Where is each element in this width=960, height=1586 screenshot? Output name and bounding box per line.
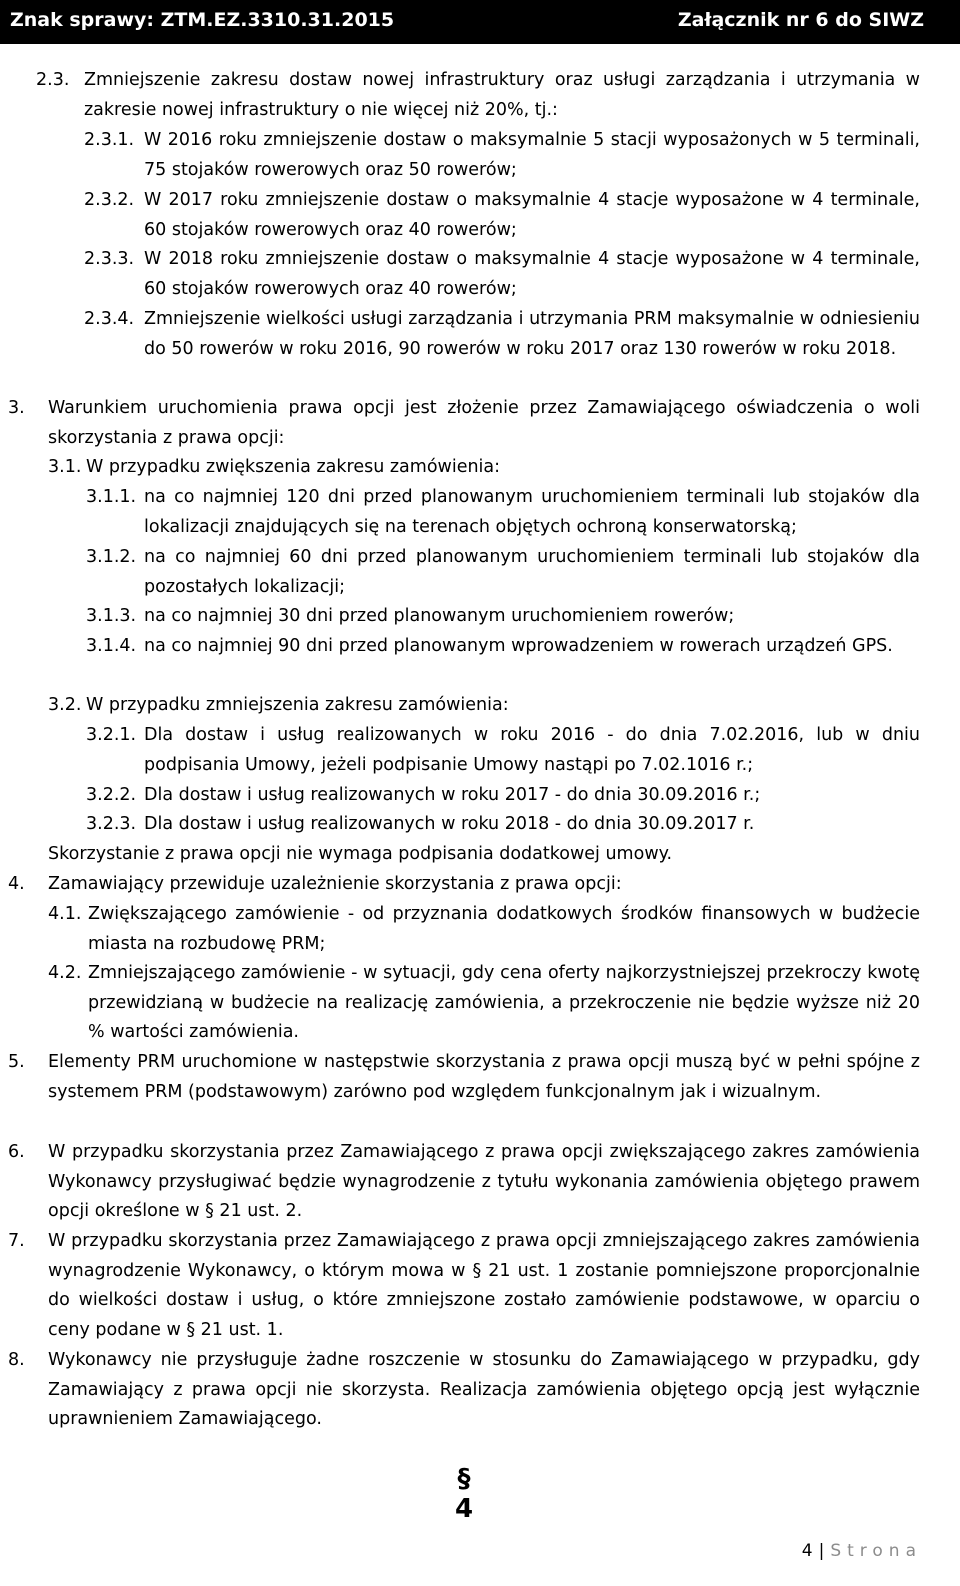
item-text: Zmniejszenie wielkości usługi zarządzania i utrzymania PRM maksymalnie w odniesieniu do 50 rowerów w roku 2016, 90 rowerów w roku 2017 oraz 130 rowerów w roku 2018. xyxy=(144,309,920,359)
item-text: na co najmniej 90 dni przed planowanym wprowadzeniem w rowerach urządzeń GPS. xyxy=(144,636,893,656)
item-text: Zmniejszającego zamówienie - w sytuacji, gdy cena oferty najkorzystniejszej przekroczy kwotę przewidzianą w budżecie na realizację zamówienia, a przekroczenie nie będzie wyższe niż 20 % wartości zamówienia. xyxy=(88,963,920,1043)
section-heading: § 4 xyxy=(454,1464,474,1524)
item-text: Warunkiem uruchomienia prawa opcji jest złożenie przez Zamawiającego oświadczenia o woli skorzystania z prawa opcji: xyxy=(48,398,920,448)
item-number: 3.2.3. xyxy=(86,814,137,834)
item-number: 3.1.3. xyxy=(86,606,137,626)
item-text: Dla dostaw i usług realizowanych w roku 2018 - do dnia 30.09.2017 r. xyxy=(144,814,755,834)
item-number: 2.3.4. xyxy=(84,309,135,329)
item-number: 2.3.3. xyxy=(84,249,135,269)
item-text: W 2018 roku zmniejszenie dostaw o maksymalnie 4 stacje wyposażone w 4 terminale, 60 stojaków rowerowych oraz 40 rowerów; xyxy=(144,249,920,299)
item-text: W przypadku zmniejszenia zakresu zamówienia: xyxy=(86,695,509,715)
item-number: 4. xyxy=(8,874,25,894)
item-text: na co najmniej 60 dni przed planowanym uruchomieniem terminali lub stojaków dla pozostałych lokalizacji; xyxy=(144,547,920,597)
item-number: 2.3.1. xyxy=(84,130,135,150)
item-number: 2.3.2. xyxy=(84,190,135,210)
item-text: W 2017 roku zmniejszenie dostaw o maksymalnie 4 stacje wyposażone w 4 terminale, 60 stojaków rowerowych oraz 40 rowerów; xyxy=(144,190,920,240)
footer-separator: | xyxy=(818,1541,825,1561)
item-number: 7. xyxy=(8,1231,25,1251)
item-text: W przypadku zwiększenia zakresu zamówienia: xyxy=(86,457,501,477)
item-text: na co najmniej 120 dni przed planowanym uruchomieniem terminali lub stojaków dla lokalizacji znajdujących się na terenach objętych ochroną konserwatorską; xyxy=(144,487,920,537)
item-text: Zmniejszenie zakresu dostaw nowej infrastruktury oraz usługi zarządzania i utrzymania w zakresie nowej infrastruktury o nie więcej niż 20%, tj.: xyxy=(84,70,920,120)
item-text: Zamawiający przewiduje uzależnienie skorzystania z prawa opcji: xyxy=(48,874,622,894)
item-text: W 2016 roku zmniejszenie dostaw o maksymalnie 5 stacji wyposażonych w 5 terminali, 75 stojaków rowerowych oraz 50 rowerów; xyxy=(144,130,920,180)
item-text: Dla dostaw i usług realizowanych w roku 2017 - do dnia 30.09.2016 r.; xyxy=(144,785,761,805)
item-number: 3.2. xyxy=(48,695,82,715)
item-text: Wykonawcy nie przysługuje żadne roszczenie w stosunku do Zamawiającego w przypadku, gdy Zamawiający z prawa opcji nie skorzysta. Realizacja zamówienia objętego opcją jest wyłącznie uprawnieniem Zamawiającego. xyxy=(48,1350,920,1430)
item-number: 3.1. xyxy=(48,457,82,477)
item-number: 3.1.1. xyxy=(86,487,137,507)
case-number: Znak sprawy: ZTM.EZ.3310.31.2015 xyxy=(10,9,395,31)
item-number: 5. xyxy=(8,1052,25,1072)
page-number: 4 xyxy=(801,1541,813,1561)
item-number: 4.2. xyxy=(48,963,82,983)
page-label: Strona xyxy=(830,1541,922,1561)
paragraph-text: Skorzystanie z prawa opcji nie wymaga podpisania dodatkowej umowy. xyxy=(48,844,673,864)
item-number: 6. xyxy=(8,1142,25,1162)
item-number: 3. xyxy=(8,398,25,418)
item-text: Elementy PRM uruchomione w następstwie skorzystania z prawa opcji muszą być w pełni spójne z systemem PRM (podstawowym) zarówno pod względem funkcjonalnym jak i wizualnym. xyxy=(48,1052,920,1102)
item-text: Zwiększającego zamówienie - od przyznania dodatkowych środków finansowych w budżecie miasta na rozbudowę PRM; xyxy=(88,904,920,954)
item-number: 3.2.1. xyxy=(86,725,137,745)
item-number: 2.3. xyxy=(36,70,70,90)
item-text: W przypadku skorzystania przez Zamawiającego z prawa opcji zmniejszającego zakres zamówienia wynagrodzenie Wykonawcy, o którym mowa w § 21 ust. 1 zostanie pomniejszone proporcjonalnie do wielkości dostaw i usług, o które zmniejszone zostało zamówienie podstawowe, w oparciu o ceny podane w § 21 ust. 1. xyxy=(48,1231,920,1341)
item-text: W przypadku skorzystania przez Zamawiającego z prawa opcji zwiększającego zakres zamówienia Wykonawcy przysługiwać będzie wynagrodzenie z tytułu wykonania zamówienia objętego prawem opcji określone w § 21 ust. 2. xyxy=(48,1142,920,1222)
item-text: Dla dostaw i usług realizowanych w roku 2016 - do dnia 7.02.2016, lub w dniu podpisania Umowy, jeżeli podpisanie Umowy nastąpi po 7.02.1016 r.; xyxy=(144,725,920,775)
item-number: 3.1.2. xyxy=(86,547,137,567)
item-number: 3.1.4. xyxy=(86,636,137,656)
item-text: na co najmniej 30 dni przed planowanym uruchomieniem rowerów; xyxy=(144,606,735,626)
item-number: 8. xyxy=(8,1350,25,1370)
attachment-label: Załącznik nr 6 do SIWZ xyxy=(677,9,924,31)
item-number: 4.1. xyxy=(48,904,82,924)
page-footer xyxy=(802,1541,922,1561)
item-number: 3.2.2. xyxy=(86,785,137,805)
